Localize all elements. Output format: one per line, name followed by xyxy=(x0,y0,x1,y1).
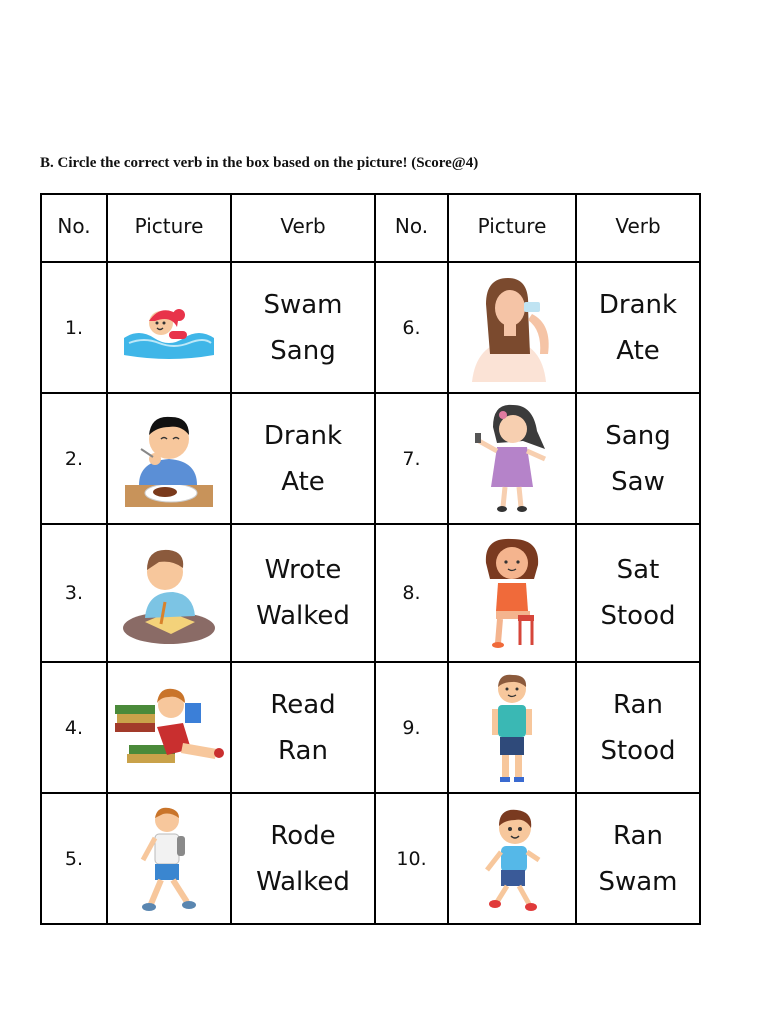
header-picture-2-label: Picture xyxy=(477,214,547,238)
verb-option[interactable]: Ate xyxy=(281,466,325,497)
verb-option[interactable]: Swam xyxy=(263,289,343,320)
item-number: 7. xyxy=(375,393,448,524)
verb-options xyxy=(576,793,700,924)
item-number: 2. xyxy=(41,393,107,524)
item-number: 9. xyxy=(375,662,448,793)
verb-options xyxy=(576,262,700,393)
header-picture-2 xyxy=(448,194,576,262)
verb-options xyxy=(576,393,700,524)
verb-option[interactable]: Drank xyxy=(598,289,678,320)
table-row xyxy=(41,262,700,393)
boy-eating-picture xyxy=(107,393,231,524)
verb-option[interactable]: Ran xyxy=(613,820,663,851)
verb-option[interactable]: Saw xyxy=(611,466,665,497)
verb-option[interactable]: Sat xyxy=(616,555,660,585)
header-verb xyxy=(231,194,375,262)
header-no-label: No. xyxy=(57,214,91,238)
boy-standing-picture xyxy=(448,662,576,793)
girl-singing-picture xyxy=(448,393,576,524)
header-row xyxy=(41,194,700,262)
verb-options xyxy=(231,393,375,524)
header-no-2 xyxy=(375,194,448,262)
instruction-text: B. Circle the correct verb in the box based on the picture! (Score@4) xyxy=(40,155,479,171)
verb-options xyxy=(231,793,375,924)
item-number: 3. xyxy=(41,524,107,662)
girl-reading-picture xyxy=(107,662,231,793)
boy-walking-icon xyxy=(137,804,201,914)
header-no xyxy=(41,194,107,262)
boy-writing-icon xyxy=(119,538,219,648)
verb-option[interactable]: Walked xyxy=(256,601,350,631)
verb-option[interactable]: Stood xyxy=(600,601,676,631)
girl-sitting-picture xyxy=(448,524,576,662)
verb-option[interactable]: Wrote xyxy=(264,555,342,585)
verb-options xyxy=(231,262,375,393)
verb-options xyxy=(231,524,375,662)
item-number: 6. xyxy=(375,262,448,393)
verb-options xyxy=(231,662,375,793)
table-row xyxy=(41,662,700,793)
item-number: 5. xyxy=(41,793,107,924)
verb-option[interactable]: Drank xyxy=(263,420,343,451)
item-number: 4. xyxy=(41,662,107,793)
boy-running-icon xyxy=(477,804,547,914)
item-number: 10. xyxy=(375,793,448,924)
girl-reading-books-icon xyxy=(113,683,225,773)
table-row xyxy=(41,793,700,924)
verb-option[interactable]: Sang xyxy=(270,335,336,366)
girl-drinking-picture xyxy=(448,262,576,393)
verb-option[interactable]: Rode xyxy=(270,820,336,851)
girl-drinking-water-icon xyxy=(462,274,562,382)
girl-singing-icon xyxy=(467,401,557,517)
item-number: 1. xyxy=(41,262,107,393)
boy-eating-icon xyxy=(121,405,217,513)
verb-option[interactable]: Ran xyxy=(613,689,663,720)
child-swimming-picture xyxy=(107,262,231,393)
child-swimming-icon xyxy=(119,293,219,363)
boy-standing-icon xyxy=(487,671,537,785)
verb-options xyxy=(576,662,700,793)
verb-option[interactable]: Read xyxy=(270,689,336,720)
verb-option[interactable]: Ate xyxy=(616,335,660,366)
verb-option[interactable]: Stood xyxy=(600,735,676,766)
header-no-2-label: No. xyxy=(394,214,429,238)
boy-writing-picture xyxy=(107,524,231,662)
verb-option[interactable]: Sang xyxy=(605,420,671,451)
girl-sitting-icon xyxy=(474,535,550,651)
header-verb-label: Verb xyxy=(280,214,326,238)
header-verb-2 xyxy=(576,194,700,262)
verb-option[interactable]: Swam xyxy=(598,866,678,897)
boy-walking-picture xyxy=(107,793,231,924)
table-row xyxy=(41,393,700,524)
verb-options xyxy=(576,524,700,662)
verb-option[interactable]: Walked xyxy=(256,866,350,897)
header-picture-label: Picture xyxy=(134,214,204,238)
verb-worksheet-table xyxy=(40,193,701,925)
boy-running-picture xyxy=(448,793,576,924)
table-row xyxy=(41,524,700,662)
verb-option[interactable]: Ran xyxy=(278,735,328,766)
item-number: 8. xyxy=(375,524,448,662)
header-picture xyxy=(107,194,231,262)
header-verb-2-label: Verb xyxy=(615,214,661,238)
